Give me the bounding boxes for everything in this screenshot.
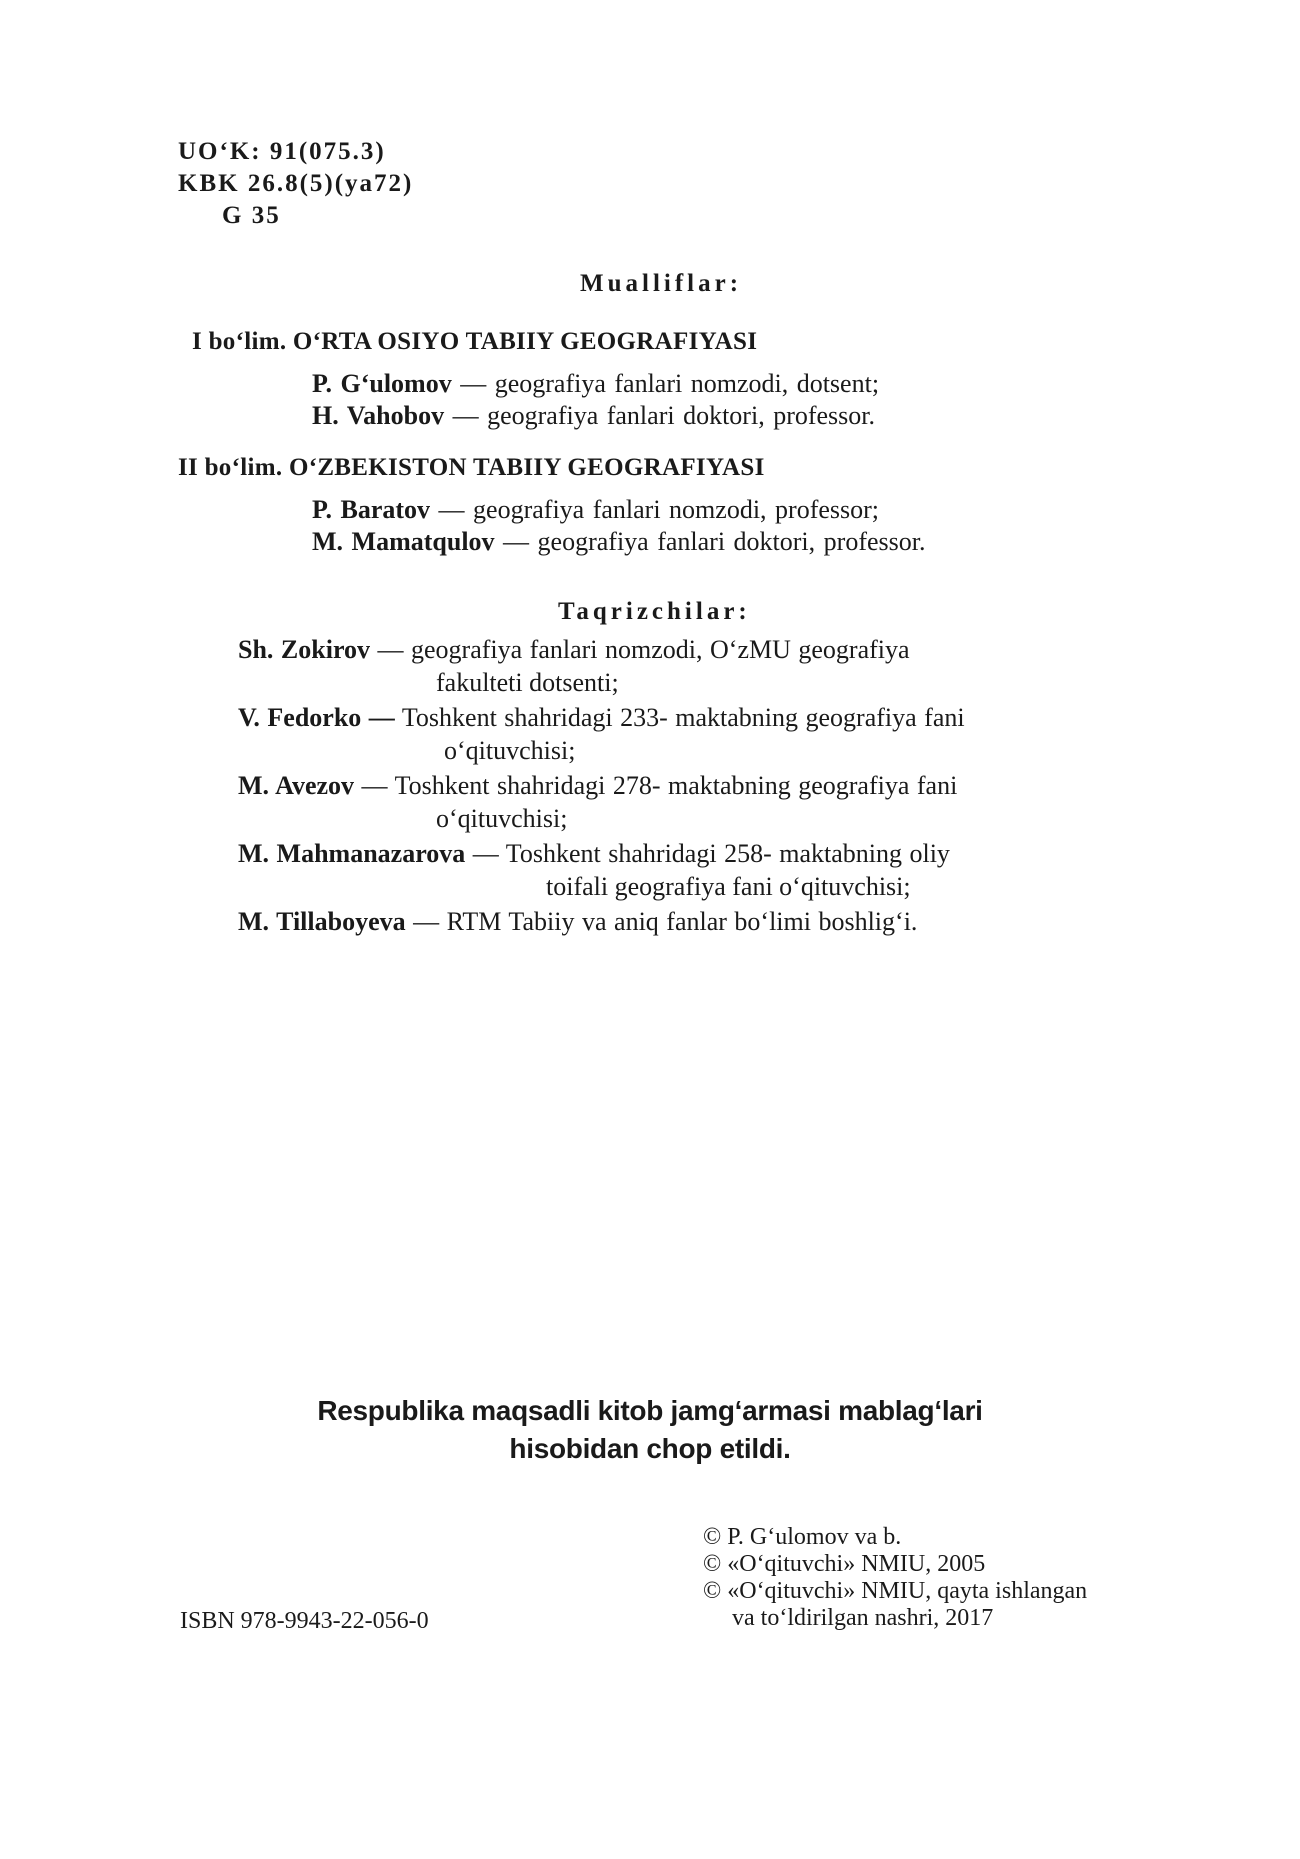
reviewer-name: M. Avezov: [238, 771, 355, 800]
funding-note-line-1: Respublika maqsadli kitob jamg‘armasi mablag‘lari: [317, 1395, 983, 1426]
reviewer-line: [238, 634, 910, 665]
reviewer-description: — RTM Tabiiy va aniq fanlar bo‘limi boshlig‘i.: [413, 907, 918, 936]
copyright-line: © P. G‘ulomov va b.: [703, 1524, 902, 1550]
reviewer-name: Sh. Zokirov: [238, 635, 371, 664]
reviewer-line: [238, 906, 917, 937]
reviewer-description-continued: o‘qituvchisi;: [444, 736, 576, 765]
reviewer-name: M. Mahmanazarova: [238, 839, 466, 868]
reviewers-heading: Taqrizchilar:: [558, 598, 751, 625]
bbk-code: KBK 26.8(5)(ya72): [178, 170, 414, 197]
reviewer-name: V. Fedorko —: [238, 703, 395, 732]
funding-note-line-2: hisobidan chop etildi.: [509, 1433, 791, 1464]
author-description: — geografiya fanlari doktori, professor.: [452, 401, 876, 430]
reviewer-description: — Toshkent shahridagi 278- maktabning geografiya fani: [361, 771, 958, 800]
section-2-title: II bo‘lim. O‘ZBEKISTON TABIIY GEOGRAFIYASI: [178, 454, 765, 481]
author-mark: G 35: [222, 202, 281, 229]
reviewer-description: Toshkent shahridagi 233- maktabning geografiya fani: [401, 703, 965, 732]
copyright-line: © «O‘qituvchi» NMIU, 2005: [703, 1551, 986, 1577]
author-line: [312, 526, 925, 558]
reviewer-line: [238, 702, 965, 733]
reviewer-description-continued: fakulteti dotsenti;: [436, 668, 619, 697]
author-name: P. Baratov: [312, 495, 431, 524]
isbn: ISBN 978-9943-22-056-0: [180, 1608, 429, 1634]
reviewer-description-continued: o‘qituvchisi;: [436, 804, 568, 833]
reviewer-description-continued: toifali geografiya fani o‘qituvchisi;: [546, 872, 911, 901]
copyright-line: © «O‘qituvchi» NMIU, qayta ishlangan: [703, 1578, 1088, 1604]
author-line: [312, 494, 879, 526]
reviewer-name: M. Tillaboyeva: [238, 907, 406, 936]
author-name: M. Mamatqulov: [312, 527, 495, 556]
reviewer-description: — geografiya fanlari nomzodi, O‘zMU geografiya: [377, 635, 910, 664]
section-1-title: I bo‘lim. O‘RTA OSIYO TABIIY GEOGRAFIYASI: [192, 328, 758, 355]
reviewer-line: [238, 770, 957, 801]
author-description: — geografiya fanlari nomzodi, dotsent;: [460, 369, 880, 398]
reviewer-line: [238, 838, 950, 869]
author-line: [312, 368, 879, 400]
authors-heading: Mualliflar:: [580, 270, 743, 297]
udk-code: UO‘K: 91(075.3): [178, 138, 386, 165]
reviewer-description: — Toshkent shahridagi 258- maktabning oliy: [472, 839, 950, 868]
author-line: [312, 400, 875, 432]
copyright-line: va to‘ldirilgan nashri, 2017: [732, 1605, 994, 1631]
author-name: H. Vahobov: [312, 401, 445, 430]
author-name: P. G‘ulomov: [312, 369, 452, 398]
author-description: — geografiya fanlari nomzodi, professor;: [438, 495, 880, 524]
author-description: — geografiya fanlari doktori, professor.: [503, 527, 926, 556]
